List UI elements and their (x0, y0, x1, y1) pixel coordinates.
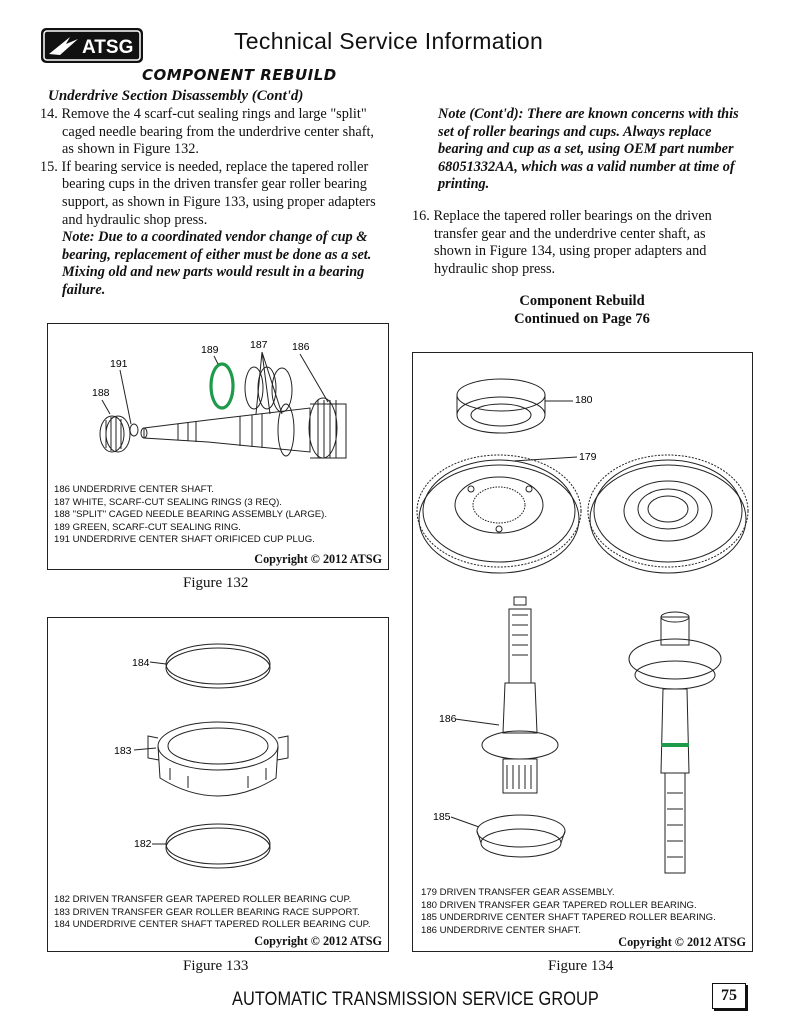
callout-186: 186 (439, 713, 457, 725)
legend-item: 185 UNDERDRIVE CENTER SHAFT TAPERED ROLLER BEARING. (421, 912, 716, 924)
note-contd: Note (Cont'd): There are known concerns with this set of roller bearings and cups. Always replace bearing and cup as a set, using OEM part number 68051332AA, which was a valid number at time of printing. (438, 106, 739, 193)
legend-item: 187 WHITE, SCARF-CUT SEALING RINGS (3 REQ). (54, 496, 282, 508)
figure-134-copyright: Copyright © 2012 ATSG (618, 935, 746, 949)
legend-item: 180 DRIVEN TRANSFER GEAR TAPERED ROLLER BEARING. (421, 899, 697, 911)
continued-line-1: Component Rebuild (519, 293, 645, 309)
continued-note (432, 292, 732, 328)
legend-item: 183 DRIVEN TRANSFER GEAR ROLLER BEARING RACE SUPPORT. (54, 906, 360, 918)
callout-188: 188 (92, 387, 110, 399)
legend-item: 186 UNDERDRIVE CENTER SHAFT. (421, 924, 581, 936)
figure-134-caption: Figure 134 (548, 958, 614, 974)
step-15: 15. If bearing service is needed, replace the tapered roller bearing cups in the driven transfer gear roller bearing support, as shown in Figure 133, using proper adapters and hydraulic shop press. (40, 158, 376, 228)
footer-text: AUTOMATIC TRANSMISSION SERVICE GROUP (232, 989, 599, 1010)
callout-180: 180 (575, 394, 593, 406)
legend-item: 189 GREEN, SCARF-CUT SEALING RING. (54, 521, 241, 533)
step-16: 16. Replace the tapered roller bearings on the driven transfer gear and the underdrive center shaft, as shown in Figure 134, using proper adapters and hydraulic shop press. (412, 207, 712, 277)
figure-134-illustration (413, 353, 752, 883)
callout-184: 184 (132, 657, 150, 669)
legend-item: 179 DRIVEN TRANSFER GEAR ASSEMBLY. (421, 887, 615, 898)
step-14: 14. Remove the 4 scarf-cut sealing rings and large "split" caged needle bearing from the underdrive center shaft, as shown in Figure 132. (40, 106, 374, 158)
page-title: Technical Service Information (234, 28, 544, 54)
figure-133-illustration (48, 618, 388, 886)
callout-191: 191 (110, 358, 128, 370)
left-text-column (40, 106, 380, 300)
callout-187: 187 (250, 339, 268, 351)
continued-line-2: Continued on Page 76 (514, 311, 650, 327)
callout-183: 183 (114, 745, 132, 757)
section-heading: COMPONENT REBUILD (142, 66, 337, 84)
atsg-logo (40, 27, 144, 64)
callout-189: 189 (201, 344, 219, 356)
legend-item: 191 UNDERDRIVE CENTER SHAFT ORIFICED CUP PLUG. (54, 534, 315, 546)
figure-132-illustration (48, 324, 388, 484)
step-15-note: Note: Due to a coordinated vendor change of cup & bearing, replacement of either must be done as a set. Mixing old and new parts would result in a bearing failure. (62, 229, 372, 298)
logo-text: ATSG (82, 37, 134, 58)
callout-182: 182 (134, 838, 152, 850)
figure-133-caption: Figure 133 (183, 958, 249, 974)
subheading: Underdrive Section Disassembly (Cont'd) (48, 88, 304, 104)
figure-132-copyright: Copyright © 2012 ATSG (254, 552, 382, 566)
figure-133-copyright: Copyright © 2012 ATSG (254, 934, 382, 948)
callout-179: 179 (579, 451, 597, 463)
step-15-block (40, 159, 380, 300)
page-number: 75 (712, 983, 746, 1009)
legend-item: 182 DRIVEN TRANSFER GEAR TAPERED ROLLER BEARING CUP. (54, 894, 352, 905)
figure-132 (47, 323, 389, 570)
legend-item: 186 UNDERDRIVE CENTER SHAFT. (54, 484, 214, 495)
callout-185: 185 (433, 811, 451, 823)
right-text-column (412, 106, 742, 278)
figure-132-legend (54, 484, 327, 547)
figure-134-legend (421, 887, 716, 937)
figure-133 (47, 617, 389, 952)
figure-132-caption: Figure 132 (183, 575, 249, 591)
legend-item: 188 "SPLIT" CAGED NEEDLE BEARING ASSEMBLY (LARGE). (54, 509, 328, 521)
figure-133-legend (54, 894, 371, 932)
figure-134 (412, 352, 753, 952)
legend-item: 184 UNDERDRIVE CENTER SHAFT TAPERED ROLLER BEARING CUP. (54, 919, 371, 931)
callout-186: 186 (292, 341, 310, 353)
